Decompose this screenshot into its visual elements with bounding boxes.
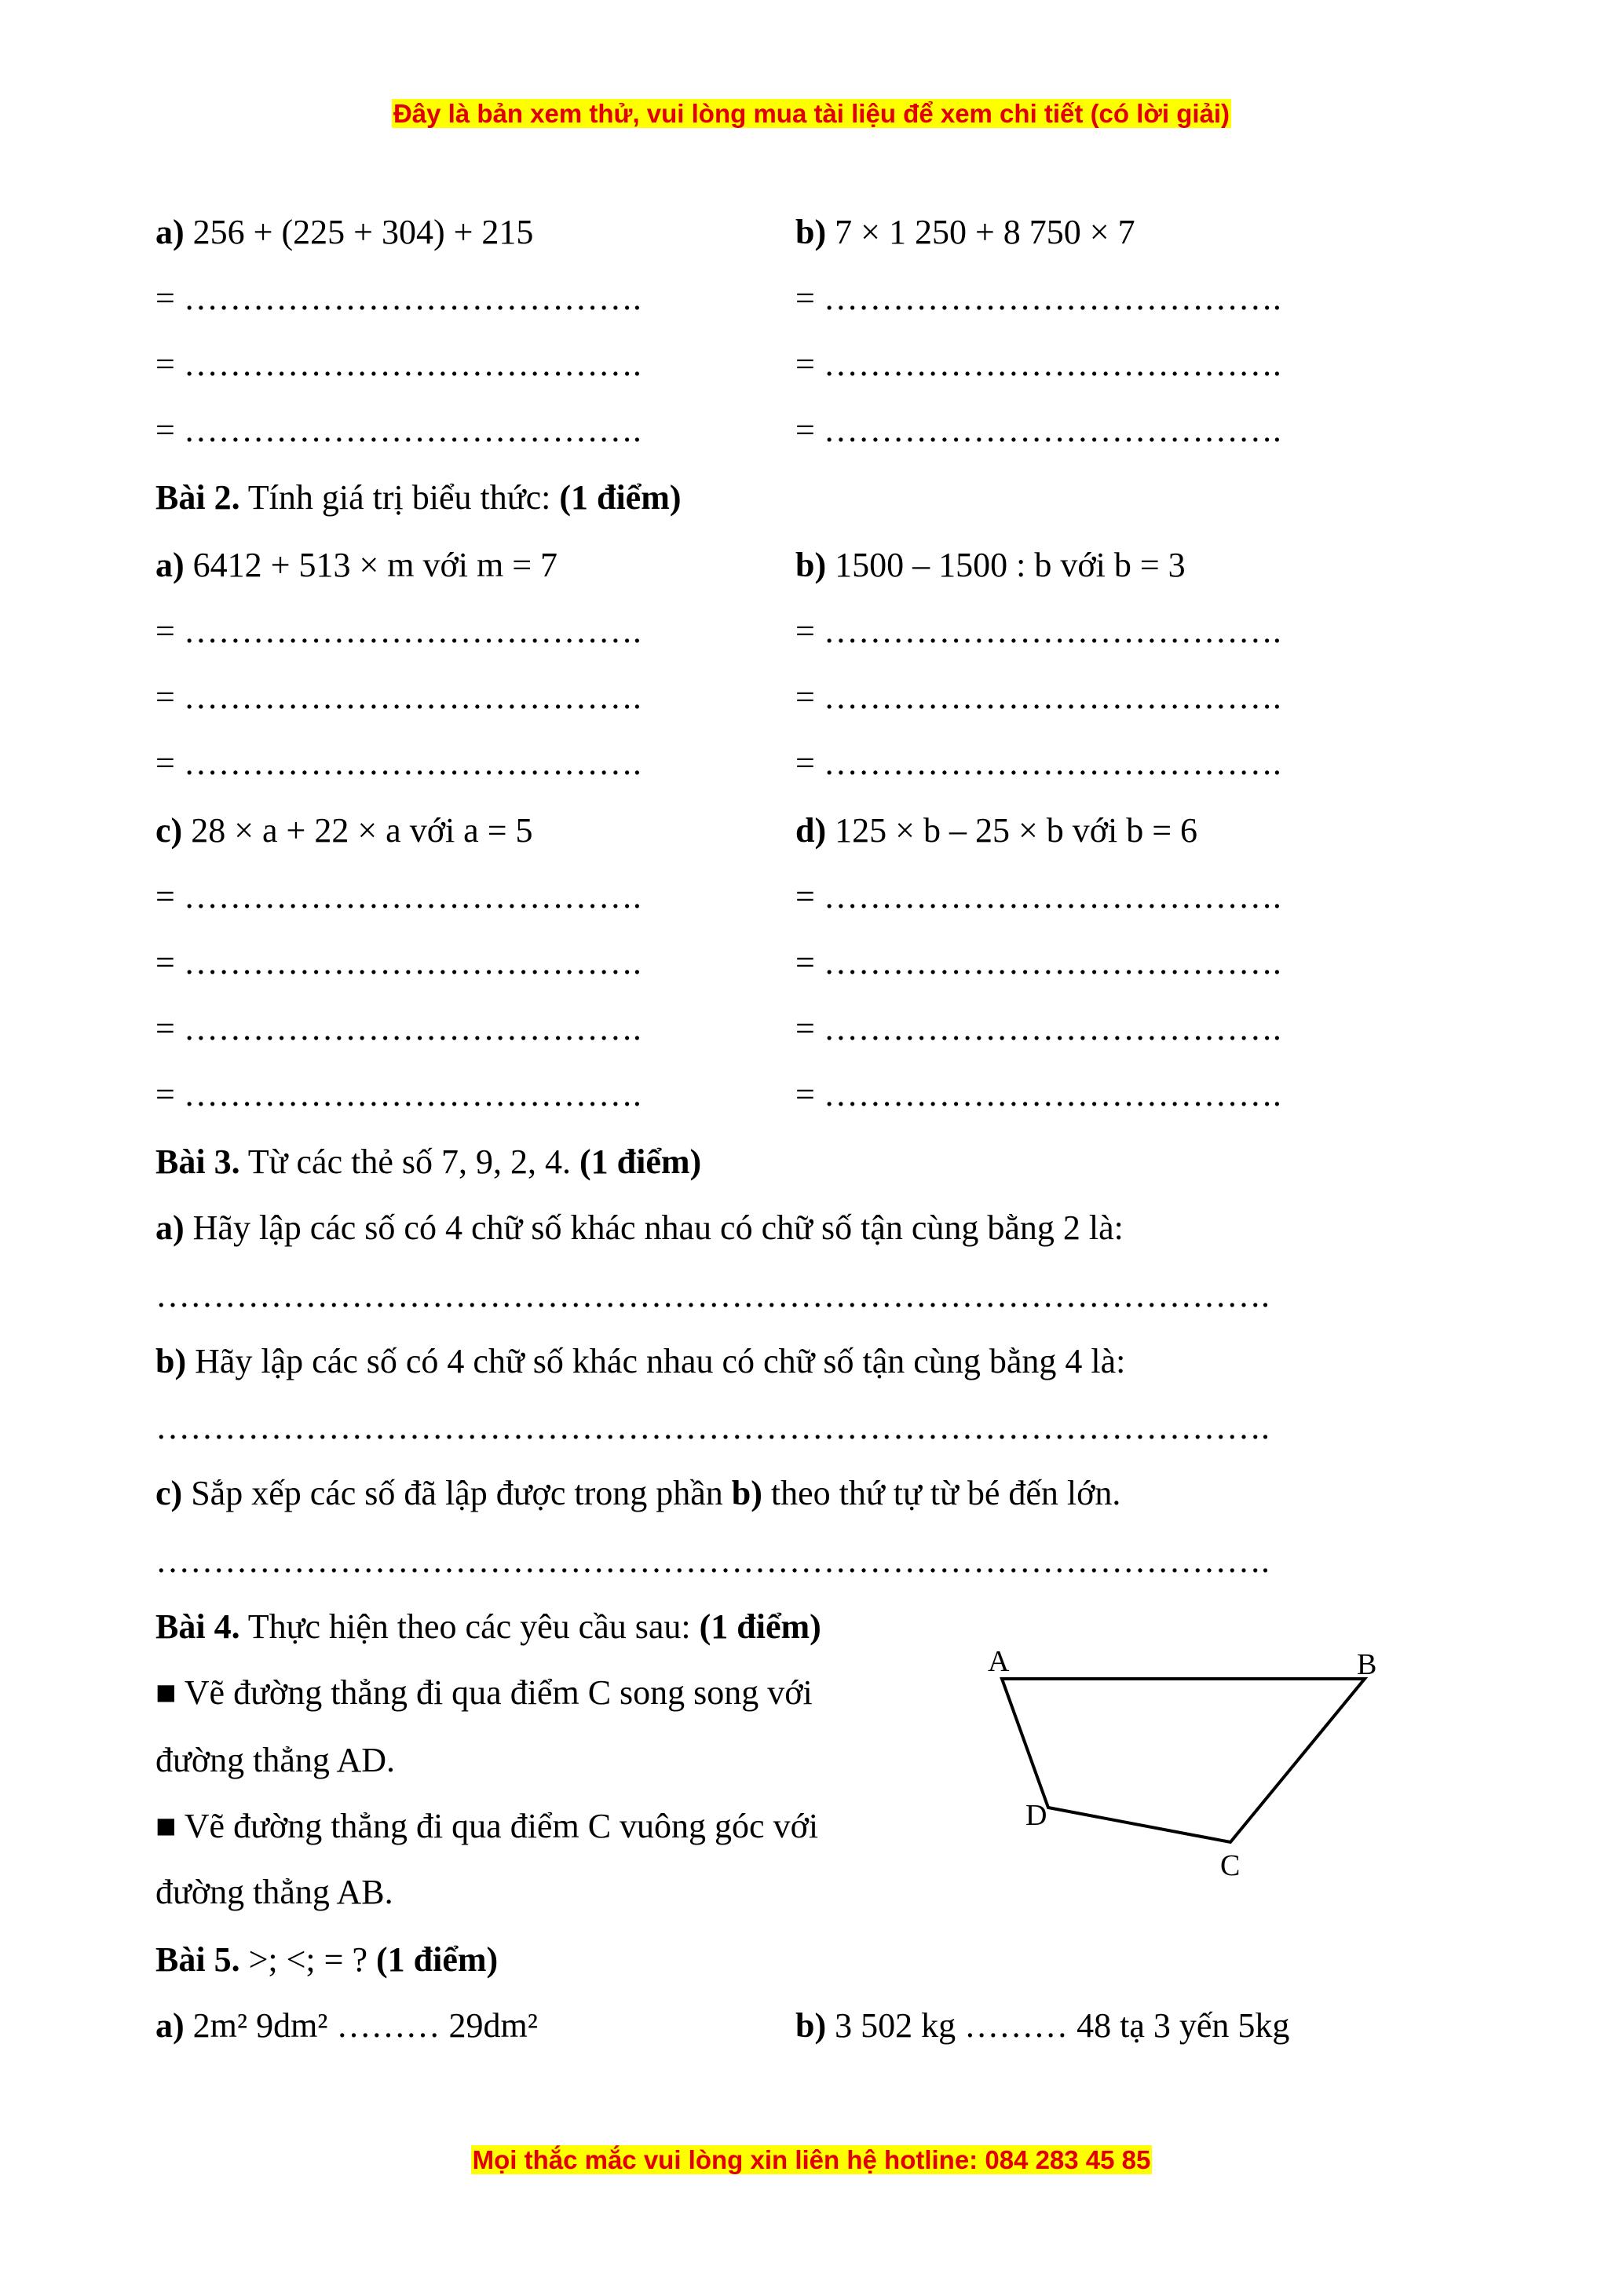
bai5-a-comparison: a) 2m² 9dm² ……… 29dm²: [155, 2006, 538, 2045]
answer-blank-line: = ………………………………….: [795, 345, 1281, 383]
bai2-heading: Bài 2. Tính giá trị biểu thức: (1 điểm): [155, 478, 682, 517]
bai5-b-comparison: b) 3 502 kg ……… 48 tạ 3 yến 5kg: [795, 2006, 1290, 2045]
answer-blank-line: = ………………………………….: [155, 943, 642, 982]
answer-blank-line: = ………………………………….: [155, 678, 642, 716]
preview-notice-banner: [0, 99, 1623, 129]
answer-blank-line: = ………………………………….: [795, 877, 1281, 916]
answer-blank-line: = ………………………………….: [155, 1075, 642, 1113]
answer-blank-line: = ………………………………….: [155, 612, 642, 650]
point-c-label: C: [1220, 1849, 1241, 1882]
answer-blank-line: = ………………………………….: [795, 279, 1281, 317]
answer-blank-line: = ………………………………….: [155, 279, 642, 317]
answer-blank-line: = ………………………………….: [155, 1009, 642, 1047]
bai4-task2-line1: ■ Vẽ đường thẳng đi qua điểm C vuông góc với: [155, 1807, 819, 1845]
bai4-heading: Bài 4. Thực hiện theo các yêu cầu sau: (1 điểm): [155, 1607, 821, 1646]
answer-blank-line: = ………………………………….: [155, 345, 642, 383]
answer-blank-line: = ………………………………….: [795, 678, 1281, 716]
bai2-d-expression: d) 125 × b – 25 × b với b = 6: [795, 811, 1198, 850]
bai3-c-question: c) Sắp xếp các số đã lập được trong phần b) theo thứ tự từ bé đến lớn.: [155, 1474, 1121, 1512]
point-a-label: A: [988, 1645, 1010, 1678]
bai2-b-expression: b) 1500 – 1500 : b với b = 3: [795, 546, 1186, 584]
point-b-label: B: [1357, 1648, 1377, 1681]
bai5-heading: Bài 5. >; <; = ? (1 điểm): [155, 1940, 499, 1979]
answer-blank-line: = ………………………………….: [155, 877, 642, 916]
bai4-task2-line2: đường thẳng AB.: [155, 1873, 393, 1911]
bai2-a-expression: a) 6412 + 513 × m với m = 7: [155, 546, 558, 584]
answer-blank-line: = ………………………………….: [795, 1075, 1281, 1113]
answer-blank-line: = ………………………………….: [795, 943, 1281, 982]
answer-blank-line: = ………………………………….: [155, 411, 642, 449]
answer-blank-line: = ………………………………….: [795, 1009, 1281, 1047]
answer-blank-long: …………………………………………………………………………………….: [155, 1541, 1270, 1580]
quadrilateral-shape: [1002, 1679, 1365, 1842]
bai4-task1-line1: ■ Vẽ đường thẳng đi qua điểm C song song với: [155, 1673, 813, 1712]
bai1-a-expression: a) 256 + (225 + 304) + 215: [155, 213, 534, 251]
hotline-text: Mọi thắc mắc vui lòng xin liên hệ hotline: 084 283 45 85: [472, 2145, 1151, 2174]
quadrilateral-abcd-figure: [966, 1633, 1406, 1892]
answer-blank-line: = ………………………………….: [155, 744, 642, 782]
answer-blank-long: …………………………………………………………………………………….: [155, 1276, 1270, 1314]
bai2-c-expression: c) 28 × a + 22 × a với a = 5: [155, 811, 533, 850]
answer-blank-line: = ………………………………….: [795, 744, 1281, 782]
bai1-b-expression: b) 7 × 1 250 + 8 750 × 7: [795, 213, 1135, 251]
hotline-footer: [0, 2145, 1623, 2175]
bai3-a-question: a) Hãy lập các số có 4 chữ số khác nhau có chữ số tận cùng bằng 2 là:: [155, 1208, 1124, 1247]
answer-blank-long: …………………………………………………………………………………….: [155, 1408, 1270, 1446]
answer-blank-line: = ………………………………….: [795, 411, 1281, 449]
bai4-task1-line2: đường thẳng AD.: [155, 1741, 395, 1779]
answer-blank-line: = ………………………………….: [795, 612, 1281, 650]
point-d-label: D: [1025, 1799, 1047, 1832]
bai3-b-question: b) Hãy lập các số có 4 chữ số khác nhau có chữ số tận cùng bằng 4 là:: [155, 1342, 1126, 1380]
bai3-heading: Bài 3. Từ các thẻ số 7, 9, 2, 4. (1 điểm): [155, 1143, 702, 1181]
preview-notice-text: Đây là bản xem thử, vui lòng mua tài liệu để xem chi tiết (có lời giải): [393, 99, 1230, 128]
